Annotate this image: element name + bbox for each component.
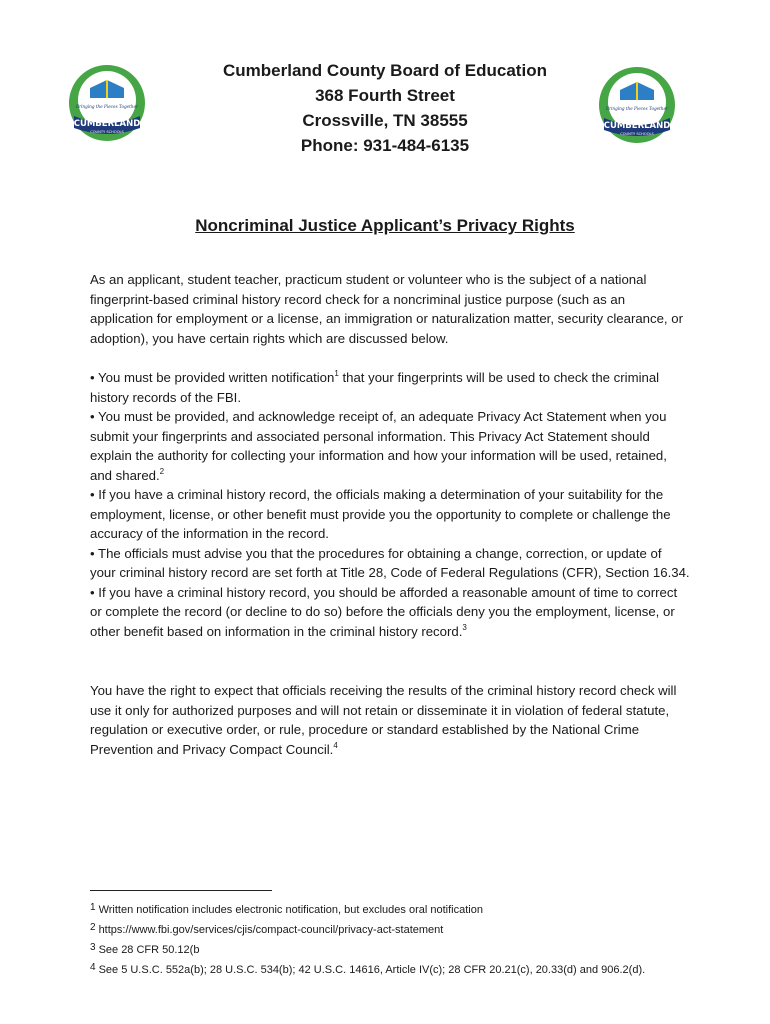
- footnote-ref: 3: [462, 622, 467, 632]
- logo-sub-text: COUNTY SCHOOLS: [90, 130, 124, 134]
- logo-banner-text: CUMBERLAND: [603, 121, 671, 131]
- logo-sub-text: COUNTY SCHOOLS: [620, 132, 654, 136]
- logo-ribbon-text: Bringing the Pieces Together: [606, 106, 668, 111]
- footnote-divider: [90, 890, 272, 891]
- logo-banner-text: CUMBERLAND: [73, 119, 141, 129]
- footnote: 2 https://www.fbi.gov/services/cjis/compact-council/privacy-act-statement: [90, 922, 444, 936]
- phone-number: Phone: 931-484-6135: [300, 136, 470, 155]
- list-item: • You must be provided, and acknowledge receipt of, an adequate Privacy Act Statement when you submit your fingerprints and associated personal information. This Privacy Act Statement should explain the authority for collecting your information and how your information will be used, retained, and shared.$^2$: [90, 409, 667, 483]
- letterhead: [150, 58, 620, 158]
- footnotes: [90, 899, 710, 979]
- list-item: • If you have a criminal history record, the officials making a determination of your suitability for the employment, license, or other benefit must provide you the opportunity to complete or challenge the accuracy of the information in the record.: [90, 487, 671, 541]
- footnote: 3 See 28 CFR 50.12(b: [90, 942, 200, 956]
- list-item: • The officials must advise you that the procedures for obtaining a change, correction, or update of your criminal history record are set forth at Title 28, Code of Federal Regulations (CFR), Section 16.34.: [90, 545, 690, 580]
- footnote-ref: 1: [334, 369, 339, 378]
- rights-list: [90, 368, 690, 641]
- footnote: 4 See 5 U.S.C. 552a(b); 28 U.S.C. 534(b); 42 U.S.C. 14616, Article IV(c); 28 CFR 20.21(c), 20.33(d) and 906.2(d).: [90, 962, 646, 976]
- footnote: 1 Written notification includes electronic notification, but excludes oral notification: [90, 902, 483, 916]
- street-address: 368 Fourth Street: [315, 86, 455, 105]
- school-district-logo-left: [62, 58, 152, 148]
- list-item: • You must be provided written notification$^1$ that your fingerprints will be used to check the criminal history records of the FBI.: [90, 369, 660, 405]
- city-state-zip: Crossville, TN 38555: [302, 111, 468, 130]
- footnote-ref: 2: [159, 466, 165, 476]
- intro-paragraph: As an applicant, student teacher, practicum student or volunteer who is the subject of a national fingerprint-based criminal history record check for a noncriminal justice purpose (such as an application for employment or a license, an immigration or naturalization matter, security clearance, or adoption), you have certain rights which are discussed below.: [90, 272, 683, 346]
- closing-paragraph: You have the right to expect that officials receiving the results of the criminal history record check will use it only for authorized purposes and will not retain or disseminate it in violation of federal statute, regulation or executive order, or rule, procedure or standard established by the National Crime Prevention and Privacy Compact Council.$^4$: [90, 683, 677, 757]
- logo-ribbon-text: Bringing the Pieces Together: [76, 104, 138, 109]
- footnote-ref: 4: [333, 740, 338, 750]
- list-item: • If you have a criminal history record, you should be afforded a reasonable amount of time to correct or complete the record (or decline to do so) before the officials deny you the employment, license, or other benefit based on information in the criminal history record.$^3$: [90, 584, 678, 639]
- org-name: Cumberland County Board of Education: [223, 61, 547, 80]
- document-title: Noncriminal Justice Applicant’s Privacy Rights: [195, 216, 575, 235]
